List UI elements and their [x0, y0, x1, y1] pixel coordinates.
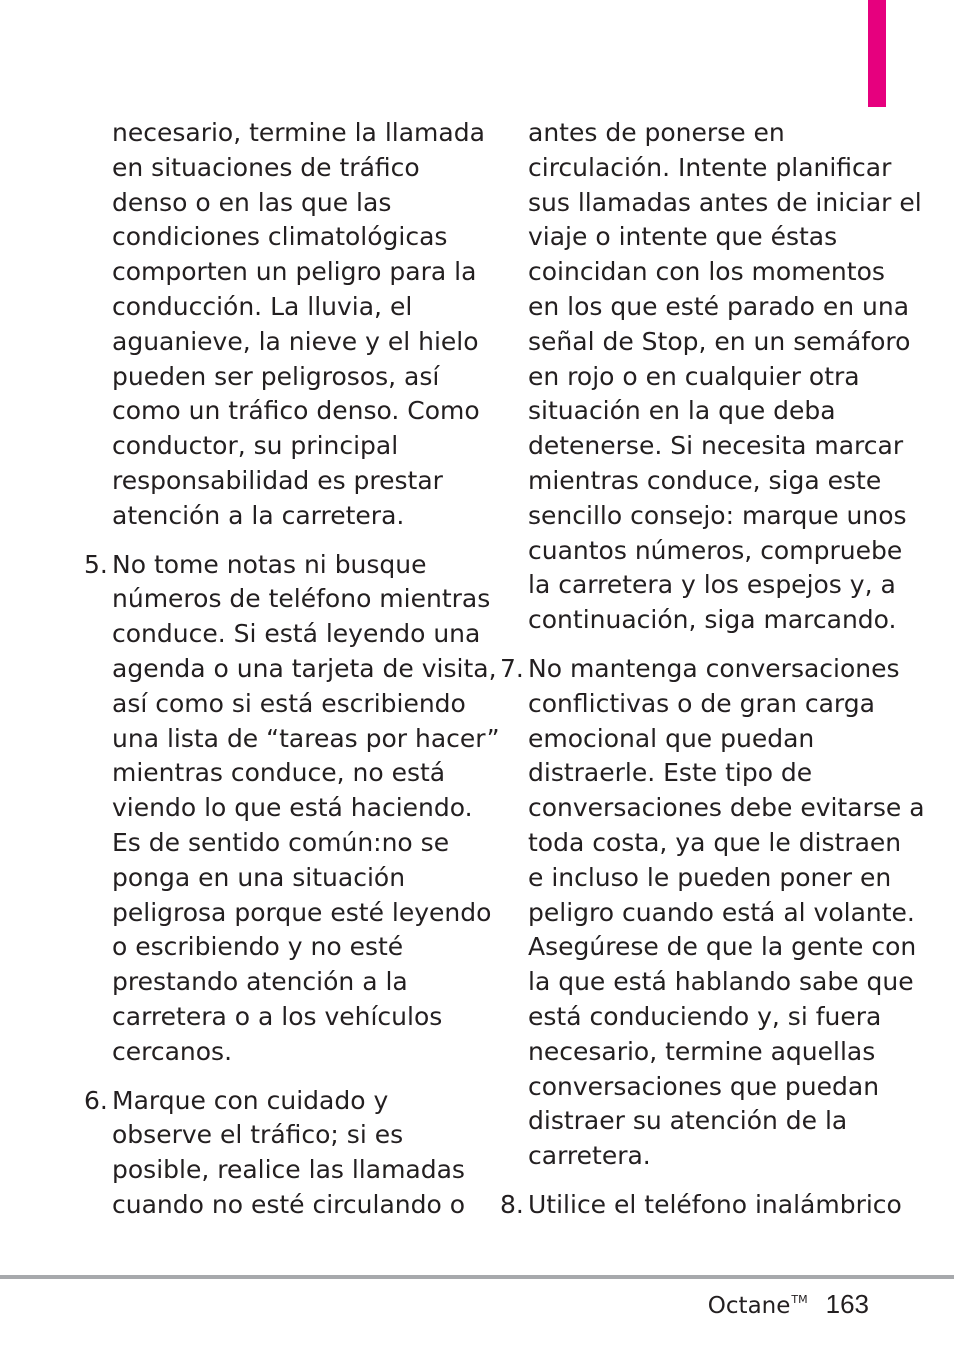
- continuation-paragraph: [112, 116, 485, 534]
- text-line: antes de ponerse en: [528, 118, 785, 147]
- text-line: peligro cuando está al volante.: [528, 897, 915, 927]
- text-line: en los que esté parado en una: [528, 291, 910, 321]
- text-line: Asegúrese de que la gente con: [528, 932, 917, 962]
- text-line: cercanos.: [112, 1036, 233, 1066]
- text-line: o escribiendo y no esté: [112, 932, 404, 962]
- text-line: observe el tráfico; si es: [112, 1120, 404, 1150]
- text-line: viendo lo que está haciendo.: [112, 793, 473, 823]
- text-line: prestando atención a la: [112, 967, 408, 997]
- text-line: conflictivas o de gran carga: [528, 688, 875, 718]
- list-number: 5.: [84, 549, 108, 579]
- text-line: necesario, termine la llamada: [112, 118, 485, 147]
- text-line: como un tráfico denso. Como: [112, 396, 480, 426]
- text-line: Utilice el teléfono inalámbrico: [528, 1189, 902, 1219]
- text-line: responsabilidad es prestar: [112, 465, 443, 495]
- text-line: una lista de “tareas por hacer”: [112, 723, 500, 753]
- text-line: coincidan con los momentos: [528, 257, 885, 287]
- text-line: aguanieve, la nieve y el hielo: [112, 326, 479, 356]
- text-line: emocional que puedan: [528, 723, 815, 753]
- list-item-8: [500, 1188, 902, 1223]
- list-item-6: [84, 1084, 466, 1223]
- list-number: 8.: [500, 1189, 524, 1219]
- text-line: así como si está escribiendo: [112, 688, 466, 718]
- text-line: atención a la carretera.: [112, 500, 405, 530]
- text-line: en rojo o en cualquier otra: [528, 361, 860, 391]
- text-line: números de teléfono mientras: [112, 584, 491, 614]
- page-number: 163: [825, 1289, 869, 1319]
- text-line: sus llamadas antes de iniciar el: [528, 187, 922, 217]
- list-item-5: [84, 548, 500, 1070]
- text-line: Marque con cuidado y: [112, 1085, 389, 1115]
- section-tab-marker: [868, 0, 886, 107]
- text-line: carretera o a los vehículos: [112, 1001, 443, 1031]
- text-line: conducción. La lluvia, el: [112, 291, 413, 321]
- text-line: e incluso le pueden poner en: [528, 862, 892, 892]
- text-line: la que está hablando sabe que: [528, 967, 914, 997]
- text-line: circulación. Intente planificar: [528, 152, 892, 182]
- list-number: 6.: [84, 1085, 108, 1115]
- text-line: condiciones climatológicas: [112, 222, 448, 252]
- left-column: [84, 116, 500, 1237]
- trademark-symbol: TM: [791, 1293, 808, 1306]
- text-line: continuación, siga marcando.: [528, 605, 897, 635]
- text-line: conversaciones debe evitarse a: [528, 793, 925, 823]
- text-line: conductor, su principal: [112, 431, 399, 461]
- text-line: No tome notas ni busque: [112, 549, 427, 579]
- text-line: posible, realice las llamadas: [112, 1155, 465, 1185]
- text-line: distraer su atención de la: [528, 1106, 848, 1136]
- page-footer: [708, 1289, 869, 1320]
- text-line: la carretera y los espejos y, a: [528, 570, 896, 600]
- text-line: conduce. Si está leyendo una: [112, 619, 481, 649]
- text-line: viaje o intente que éstas: [528, 222, 838, 252]
- text-line: No mantenga conversaciones: [528, 653, 900, 683]
- text-line: necesario, termine aquellas: [528, 1036, 876, 1066]
- list-item-7: [500, 652, 925, 1174]
- text-line: denso o en las que las: [112, 187, 392, 217]
- text-line: detenerse. Si necesita marcar: [528, 431, 904, 461]
- text-line: toda costa, ya que le distraen: [528, 827, 902, 857]
- product-name: Octane: [707, 1293, 791, 1319]
- list-number: 7.: [500, 653, 524, 683]
- text-line: ponga en una situación: [112, 862, 406, 892]
- text-line: situación en la que deba: [528, 396, 836, 426]
- text-line: distraerle. Este tipo de: [528, 758, 813, 788]
- text-line: está conduciendo y, si fuera: [528, 1001, 882, 1031]
- continuation-paragraph: [528, 116, 922, 638]
- text-line: cuantos números, compruebe: [528, 535, 903, 565]
- text-line: conversaciones que puedan: [528, 1071, 880, 1101]
- text-line: cuando no esté circulando o: [112, 1189, 466, 1219]
- text-line: carretera.: [528, 1141, 651, 1171]
- text-line: sencillo consejo: marque unos: [528, 500, 907, 530]
- text-line: agenda o una tarjeta de visita,: [112, 653, 497, 683]
- text-line: comporten un peligro para la: [112, 257, 477, 287]
- text-line: mientras conduce, no está: [112, 758, 446, 788]
- text-line: señal de Stop, en un semáforo: [528, 326, 911, 356]
- text-line: pueden ser peligrosos, así: [112, 361, 440, 391]
- footer-divider: [0, 1275, 954, 1279]
- text-line: peligrosa porque esté leyendo: [112, 897, 492, 927]
- text-line: mientras conduce, siga este: [528, 465, 882, 495]
- text-line: en situaciones de tráfico: [112, 152, 420, 182]
- text-line: Es de sentido común:no se: [112, 827, 450, 857]
- right-column: [500, 116, 925, 1237]
